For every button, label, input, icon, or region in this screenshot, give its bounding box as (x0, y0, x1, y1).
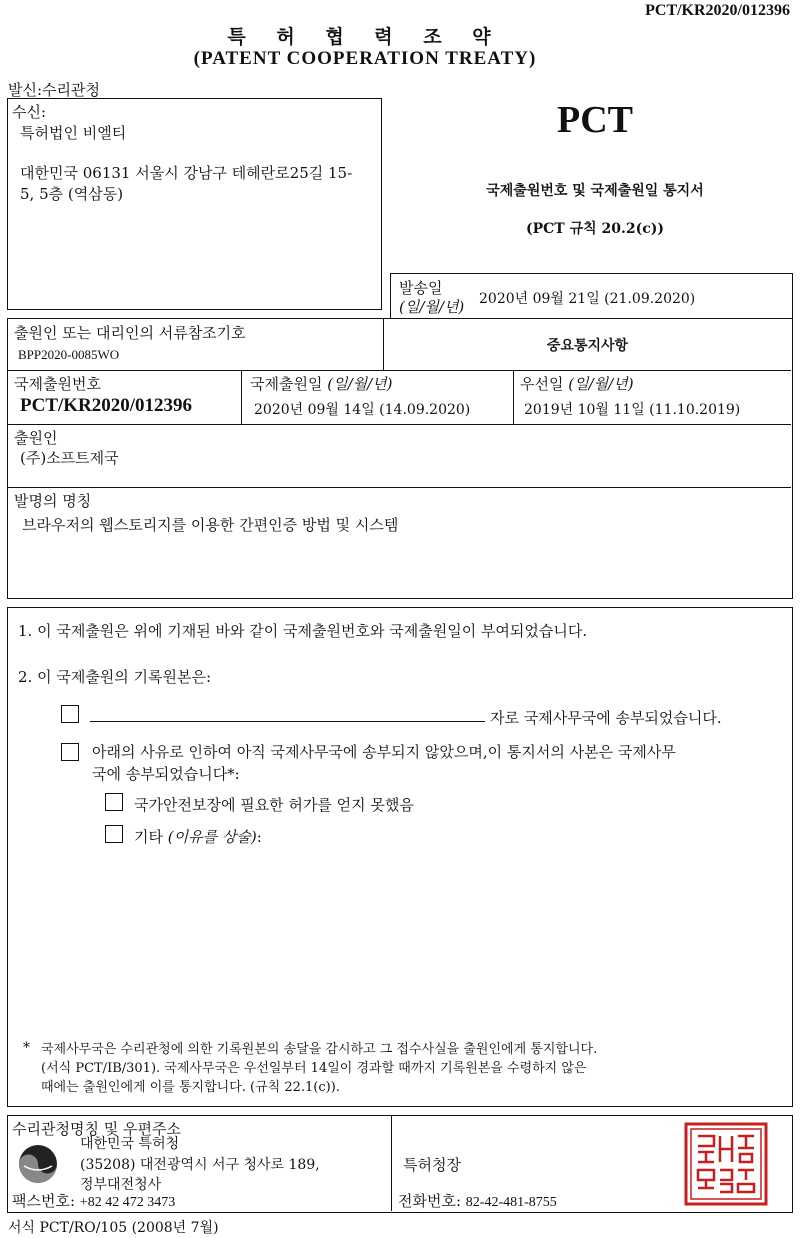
mailing-date-box (390, 273, 793, 319)
invention-title-label: 발명의 명칭 (14, 492, 92, 510)
footnote-line1: 국제사무국은 수리관청에 의한 기록원본의 송달을 감시하고 그 접수사실을 출원인에게 통지합니다. (41, 1042, 598, 1057)
rule-reference: (PCT 규칙 20.2(c)) (525, 221, 664, 237)
form-footer: 서식 PCT/RO/105 (2008년 7월) (8, 1220, 219, 1236)
option-a-date-blank (90, 721, 485, 722)
option-b-checkbox[interactable] (61, 743, 79, 761)
other-reason-checkbox[interactable] (105, 825, 123, 843)
phone-number: 전화번호: 82-42-481-8755 (398, 1192, 557, 1210)
treaty-title-english: (PATENT COOPERATION TREATY) (193, 48, 537, 69)
recipient-box (7, 98, 382, 310)
office-block (7, 1115, 793, 1213)
office-label: 수리관청명칭 및 우편주소 (12, 1120, 181, 1138)
office-name: 대한민국 특허청 (80, 1136, 180, 1152)
priority-date-value: 2019년 10월 11일 (11.10.2019) (524, 402, 741, 418)
option-b-line1: 아래의 사유로 인하여 아직 국제사무국에 송부되지 않았으며,이 통지서의 사본은 국제사무 (92, 743, 676, 761)
section-1-text: 1. 이 국제출원은 위에 기재된 바와 같이 국제출원번호와 국제출원일이 부여되었습니다. (18, 622, 588, 640)
footnote-line3: 때에는 출원인에게 이를 통지합니다. (규칙 22.1(c)). (41, 1080, 340, 1095)
recipient-name: 특허법인 비엘티 (20, 124, 127, 142)
fax-number: 팩스번호: +82 42 472 3473 (12, 1192, 176, 1210)
mailing-date-format: (일/월/년) (399, 298, 465, 316)
security-clearance-text: 국가안전보장에 필요한 허가를 얻지 못했음 (134, 796, 414, 814)
recipient-address-line2: 5, 5층 (역삼동) (20, 185, 124, 203)
footnote-star: * (23, 1040, 30, 1056)
option-a-text: 자로 국제사무국에 송부되었습니다. (490, 709, 722, 727)
reference-label: 출원인 또는 대리인의 서류참조기호 (14, 324, 246, 342)
security-clearance-checkbox[interactable] (105, 793, 123, 811)
applicant-label: 출원인 (14, 429, 58, 447)
important-notice: 중요통지사항 (546, 338, 629, 354)
mailing-date-value: 2020년 09월 21일 (21.09.2020) (479, 291, 696, 307)
recipient-address-line1: 대한민국 06131 서울시 강남구 테헤란로25길 15- (20, 164, 353, 182)
recipient-label: 수신: (12, 103, 47, 121)
office-address-line2: 정부대전청사 (80, 1177, 162, 1193)
notice-body-box (7, 607, 793, 1107)
official-seal-icon (684, 1122, 768, 1206)
sender-label: 발신:수리관청 (8, 81, 100, 99)
pct-heading: PCT (557, 99, 633, 141)
option-a-checkbox[interactable] (61, 705, 79, 723)
filing-date-value: 2020년 09월 14일 (14.09.2020) (254, 402, 471, 418)
application-number-value: PCT/KR2020/012396 (20, 395, 193, 416)
notice-title: 국제출원번호 및 국제출원일 통지서 (486, 183, 704, 199)
officer-title: 특허청장 (403, 1156, 461, 1174)
mailing-date-label: 발송일 (399, 279, 443, 297)
footnote-line2: (서식 PCT/IB/301). 국제사무국은 우선일부터 14일이 경과할 때까지 기록원본을 수령하지 않은 (41, 1061, 587, 1076)
applicant-value: (주)소프트제국 (20, 449, 119, 467)
option-b-line2: 국에 송부되었습니다*: (92, 765, 240, 783)
other-reason-text: 기타 (이유를 상술): (134, 828, 262, 846)
application-number-label: 국제출원번호 (14, 375, 101, 393)
reference-value: BPP2020-0085WO (18, 347, 120, 362)
application-info-block (7, 318, 793, 599)
invention-title-value: 브라우저의 웹스토리지를 이용한 간편인증 방법 및 시스템 (22, 516, 399, 534)
office-address-line1: (35208) 대전광역시 서구 청사로 189, (80, 1157, 320, 1173)
section-2-text: 2. 이 국제출원의 기록원본은: (18, 668, 212, 686)
document-number: PCT/KR2020/012396 (645, 2, 790, 19)
treaty-title-korean: 특 허 협 력 조 약 (227, 26, 503, 48)
priority-date-label: 우선일 (일/월/년) (520, 375, 634, 393)
filing-date-label: 국제출원일 (일/월/년) (250, 375, 393, 393)
kipo-emblem-icon (18, 1144, 58, 1184)
